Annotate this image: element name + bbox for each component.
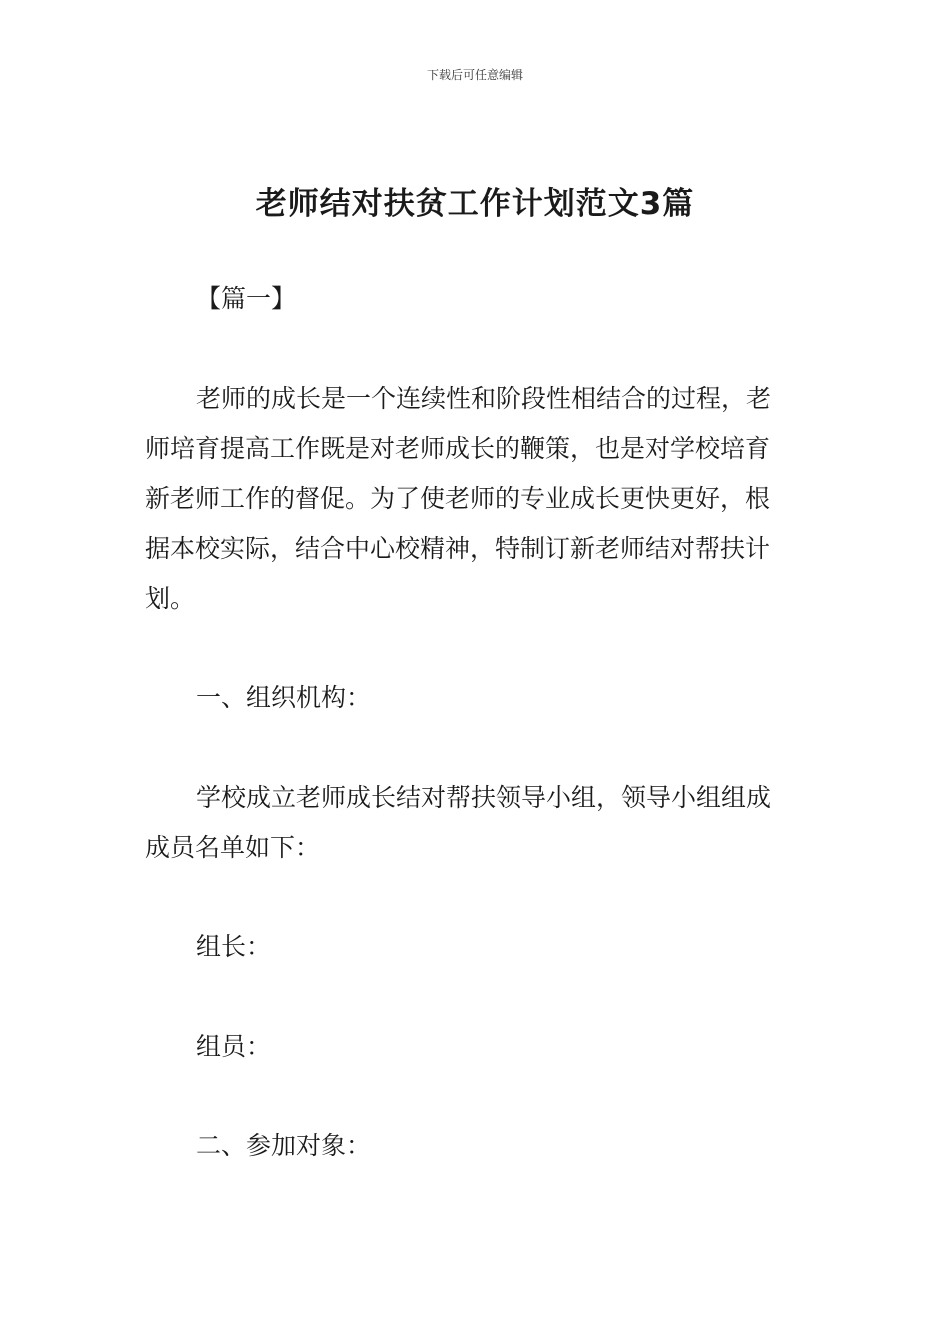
paragraph-line: 师培育提高工作既是对老师成长的鞭策，也是对学校培育 bbox=[145, 434, 771, 463]
heading-organization: 一、组织机构： bbox=[196, 683, 372, 712]
paragraph-line: 学校成立老师成长结对帮扶领导小组，领导小组组成 bbox=[196, 783, 772, 812]
paragraph-line: 据本校实际，结合中心校精神，特制订新老师结对帮扶计 bbox=[145, 534, 771, 563]
heading-participants: 二、参加对象： bbox=[196, 1131, 372, 1160]
paragraph-line: 成员名单如下： bbox=[145, 833, 321, 862]
section-label: 【篇一】 bbox=[196, 284, 297, 313]
paragraph-line: 老师的成长是一个连续性和阶段性相结合的过程，老 bbox=[196, 384, 772, 413]
page-header-note: 下载后可任意编辑 bbox=[426, 68, 523, 82]
document-title: 老师结对扶贫工作计划范文3篇 bbox=[255, 186, 695, 222]
member-label: 组员： bbox=[196, 1032, 272, 1061]
paragraph-line: 划。 bbox=[145, 584, 196, 613]
paragraph-line: 新老师工作的督促。为了使老师的专业成长更快更好，根 bbox=[145, 484, 771, 513]
leader-label: 组长： bbox=[196, 932, 272, 961]
